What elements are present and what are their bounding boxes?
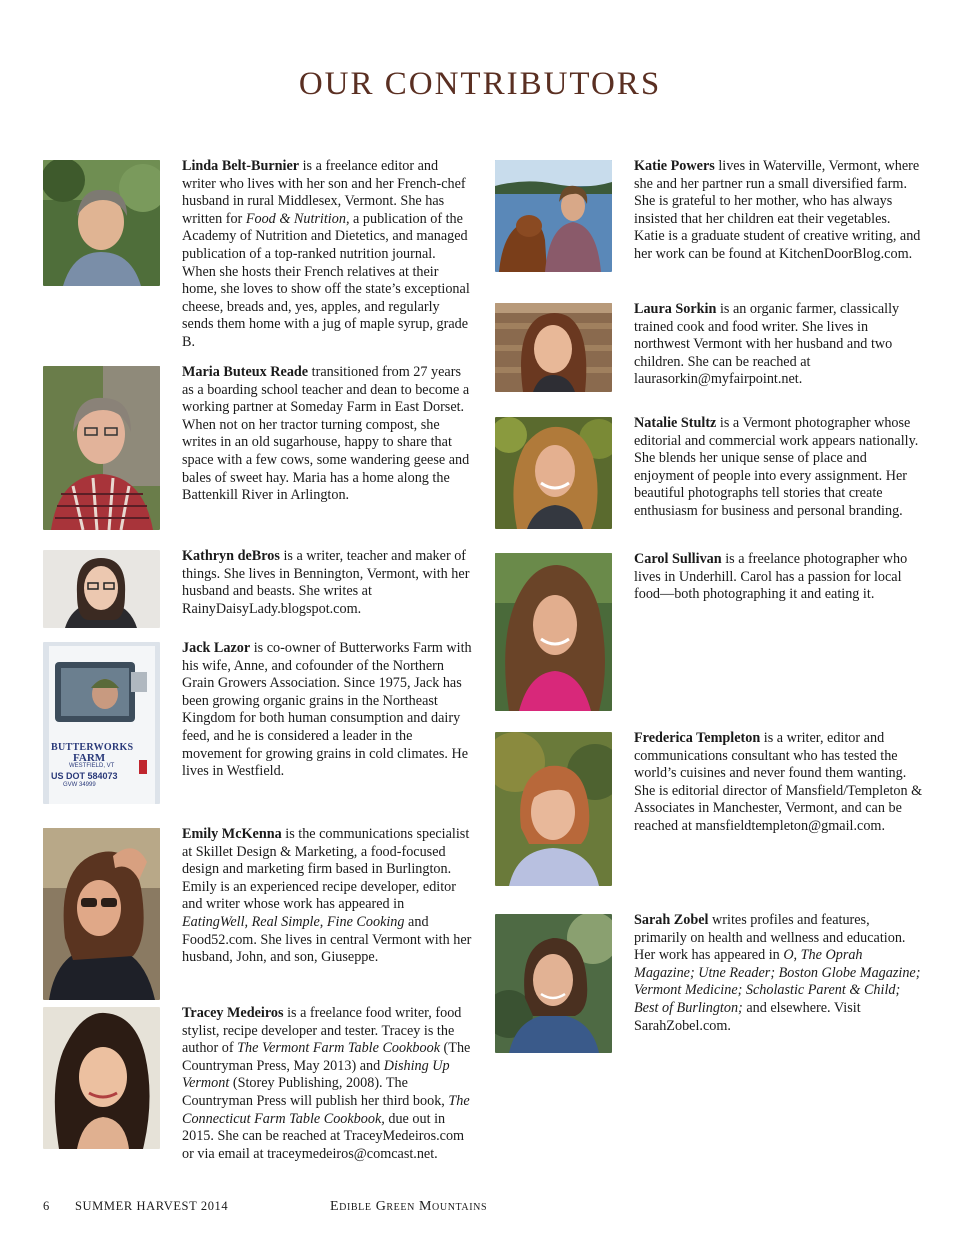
contributor-name: Linda Belt-Burnier bbox=[182, 158, 300, 174]
contributor-photo bbox=[495, 732, 612, 886]
contributor-name: Katie Powers bbox=[634, 158, 715, 174]
truck-text-line: GVW 34999 bbox=[63, 782, 96, 788]
publication-title: Food & Nutrition bbox=[245, 210, 346, 227]
contributor-bio: Jack Lazor is co-owner of Butterworks Farm with his wife, Anne, and cofounder of the Northern Grain Growers Association. Since 1975, Jack has been growing organic grains in the Northeast Kingdom for both human consumption and dairy feed, and he is considered a leader in the movement for growing grains in cold climates. He lives in Westfield. bbox=[182, 640, 472, 780]
contributor-name: Frederica Templeton bbox=[634, 730, 761, 746]
contributor-bio: Katie Powers lives in Waterville, Vermont, where she and her partner run a small diversified farm. She is grateful to her mother, who has always insisted that her children eat their vegetables. Katie is a graduate student of creative writing, and her work can be found at KitchenDoorBlog.com. bbox=[634, 158, 921, 262]
magazine-name: Edible Green Mountains bbox=[330, 1199, 488, 1214]
contributor-bio: Sarah Zobel writes profiles and features, primarily on health and wellness and education. Her work has appeared in O, The Oprah Magazine; Utne Reader; Boston Globe Magazine; Vermont Medicine; Scholastic Parent & Child; Best of Burlington; and elsewhere. Visit SarahZobel.com. bbox=[634, 912, 921, 1034]
contributor-name: Laura Sorkin bbox=[634, 301, 717, 317]
publication-title: EatingWell, Real Simple, Fine Cooking bbox=[182, 913, 405, 930]
truck-text-line: FARM bbox=[73, 752, 106, 764]
page-title: OUR CONTRIBUTORS bbox=[298, 66, 662, 102]
contributor-name: Kathryn deBros bbox=[182, 548, 280, 564]
contributor-name: Emily McKenna bbox=[182, 826, 282, 842]
contributor-photo bbox=[495, 553, 612, 711]
contributor-photo bbox=[495, 417, 612, 529]
contributor-bio: Kathryn deBros is a writer, teacher and maker of things. She lives in Bennington, Vermont, with her husband and beasts. She writes at RainyDaisyLady.blogspot.com. bbox=[182, 548, 470, 617]
publication-title: Dishing Up Vermont bbox=[182, 1057, 450, 1092]
contributor-bio: Frederica Templeton is a writer, editor and communications consultant who has tested the world’s cuisines and never found them wanting. She is editorial director of Mansfield/Templeton & Associates in Manchester, Vermont, and can be reached at mansfieldtempleton@gmail.com. bbox=[634, 730, 923, 834]
contributor-name: Tracey Medeiros bbox=[182, 1005, 284, 1021]
contributor-photo bbox=[495, 160, 612, 272]
contributor-photo bbox=[43, 366, 160, 530]
issue-label: SUMMER HARVEST 2014 bbox=[75, 1199, 229, 1213]
contributor-photo bbox=[43, 550, 160, 628]
contributor-bio: Natalie Stultz is a Vermont photographer whose editorial and commercial work appears nationally. She blends her unique sense of place and enjoyment of people into every assignment. Her beautiful photographs tell stories that create enthusiasm for business and personal branding. bbox=[634, 415, 919, 519]
truck-text-line: US DOT 584073 bbox=[51, 771, 118, 781]
truck-text-line: WESTFIELD, VT bbox=[69, 763, 115, 769]
contributor-photo bbox=[495, 914, 612, 1053]
contributor-photo bbox=[43, 160, 160, 286]
contributor-name: Jack Lazor bbox=[182, 640, 251, 656]
truck-door-lettering bbox=[51, 742, 151, 789]
contributor-bio: Carol Sullivan is a freelance photographer who lives in Underhill. Carol has a passion for local food—both photographing it and eating it. bbox=[634, 551, 908, 603]
contributor-name: Maria Buteux Reade bbox=[182, 364, 309, 380]
contributor-bio: Emily McKenna is the communications specialist at Skillet Design & Marketing, a food-focused design and marketing firm based in Burlington. Emily is an experienced recipe developer, editor and writer whose work has appeared in EatingWell, Real Simple, Fine Cooking and Food52.com. She lives in central Vermont with her husband, John, and son, Giuseppe. bbox=[182, 826, 472, 966]
contributor-name: Natalie Stultz bbox=[634, 415, 717, 431]
contributor-photo bbox=[43, 828, 160, 1000]
contributor-bio: Tracey Medeiros is a freelance food writer, food stylist, recipe developer and tester. Tracey is the author of The Vermont Farm Table Cookbook (The Countryman Press, May 2013) and Dishing Up Vermont (Storey Publishing, 2008). The Countryman Press will publish her third book, The Connecticut Farm Table Cookbook, due out in 2015. She can be reached at TraceyMedeiros.com or via email at traceymedeiros@comcast.net. bbox=[182, 1005, 471, 1162]
contributor-name: Carol Sullivan bbox=[634, 551, 722, 567]
contributor-photo bbox=[43, 642, 160, 804]
contributor-photo bbox=[43, 1007, 160, 1149]
contributor-photo bbox=[495, 303, 612, 392]
contributor-bio: Maria Buteux Reade transitioned from 27 years as a boarding school teacher and dean to become a working partner at Someday Farm in East Dorset. When not on her tractor turning compost, she writes in an old sugarhouse, happy to share that space with a few cows, some wandering geese and bales of sweet hay. Maria has a home along the Battenkill River in Arlington. bbox=[182, 364, 470, 504]
publication-title: O, The Oprah Magazine; Utne Reader; Boston Globe Magazine; Vermont Medicine; Scholastic Parent & Child; Best of Burlington; bbox=[634, 947, 921, 1016]
contributor-bio: Linda Belt-Burnier is a freelance editor and writer who lives with her son and her French-chef husband in rural Middlesex, Vermont. She has written for Food & Nutrition, a publication of the Academy of Nutrition and Dietetics, and managed publication of a top-ranked nutrition journal. When she hosts their French relatives at their home, she loves to show off the state’s exceptional cheese, breads and, yes, apples, and regularly sends them home with a jug of maple syrup, grade B. bbox=[182, 158, 470, 350]
publication-title: The Connecticut Farm Table Cookbook, bbox=[182, 1092, 470, 1127]
publication-title: The Vermont Farm Table Cookbook bbox=[237, 1040, 440, 1057]
contributor-bio: Laura Sorkin is an organic farmer, classically trained cook and food writer. She lives in northwest Vermont with her husband and two children. She can be reached at laurasorkin@myfairpoint.net. bbox=[634, 301, 900, 388]
page-number: 6 bbox=[43, 1199, 50, 1213]
truck-text-line: BUTTERWORKS bbox=[51, 742, 134, 753]
contributor-name: Sarah Zobel bbox=[634, 912, 709, 928]
